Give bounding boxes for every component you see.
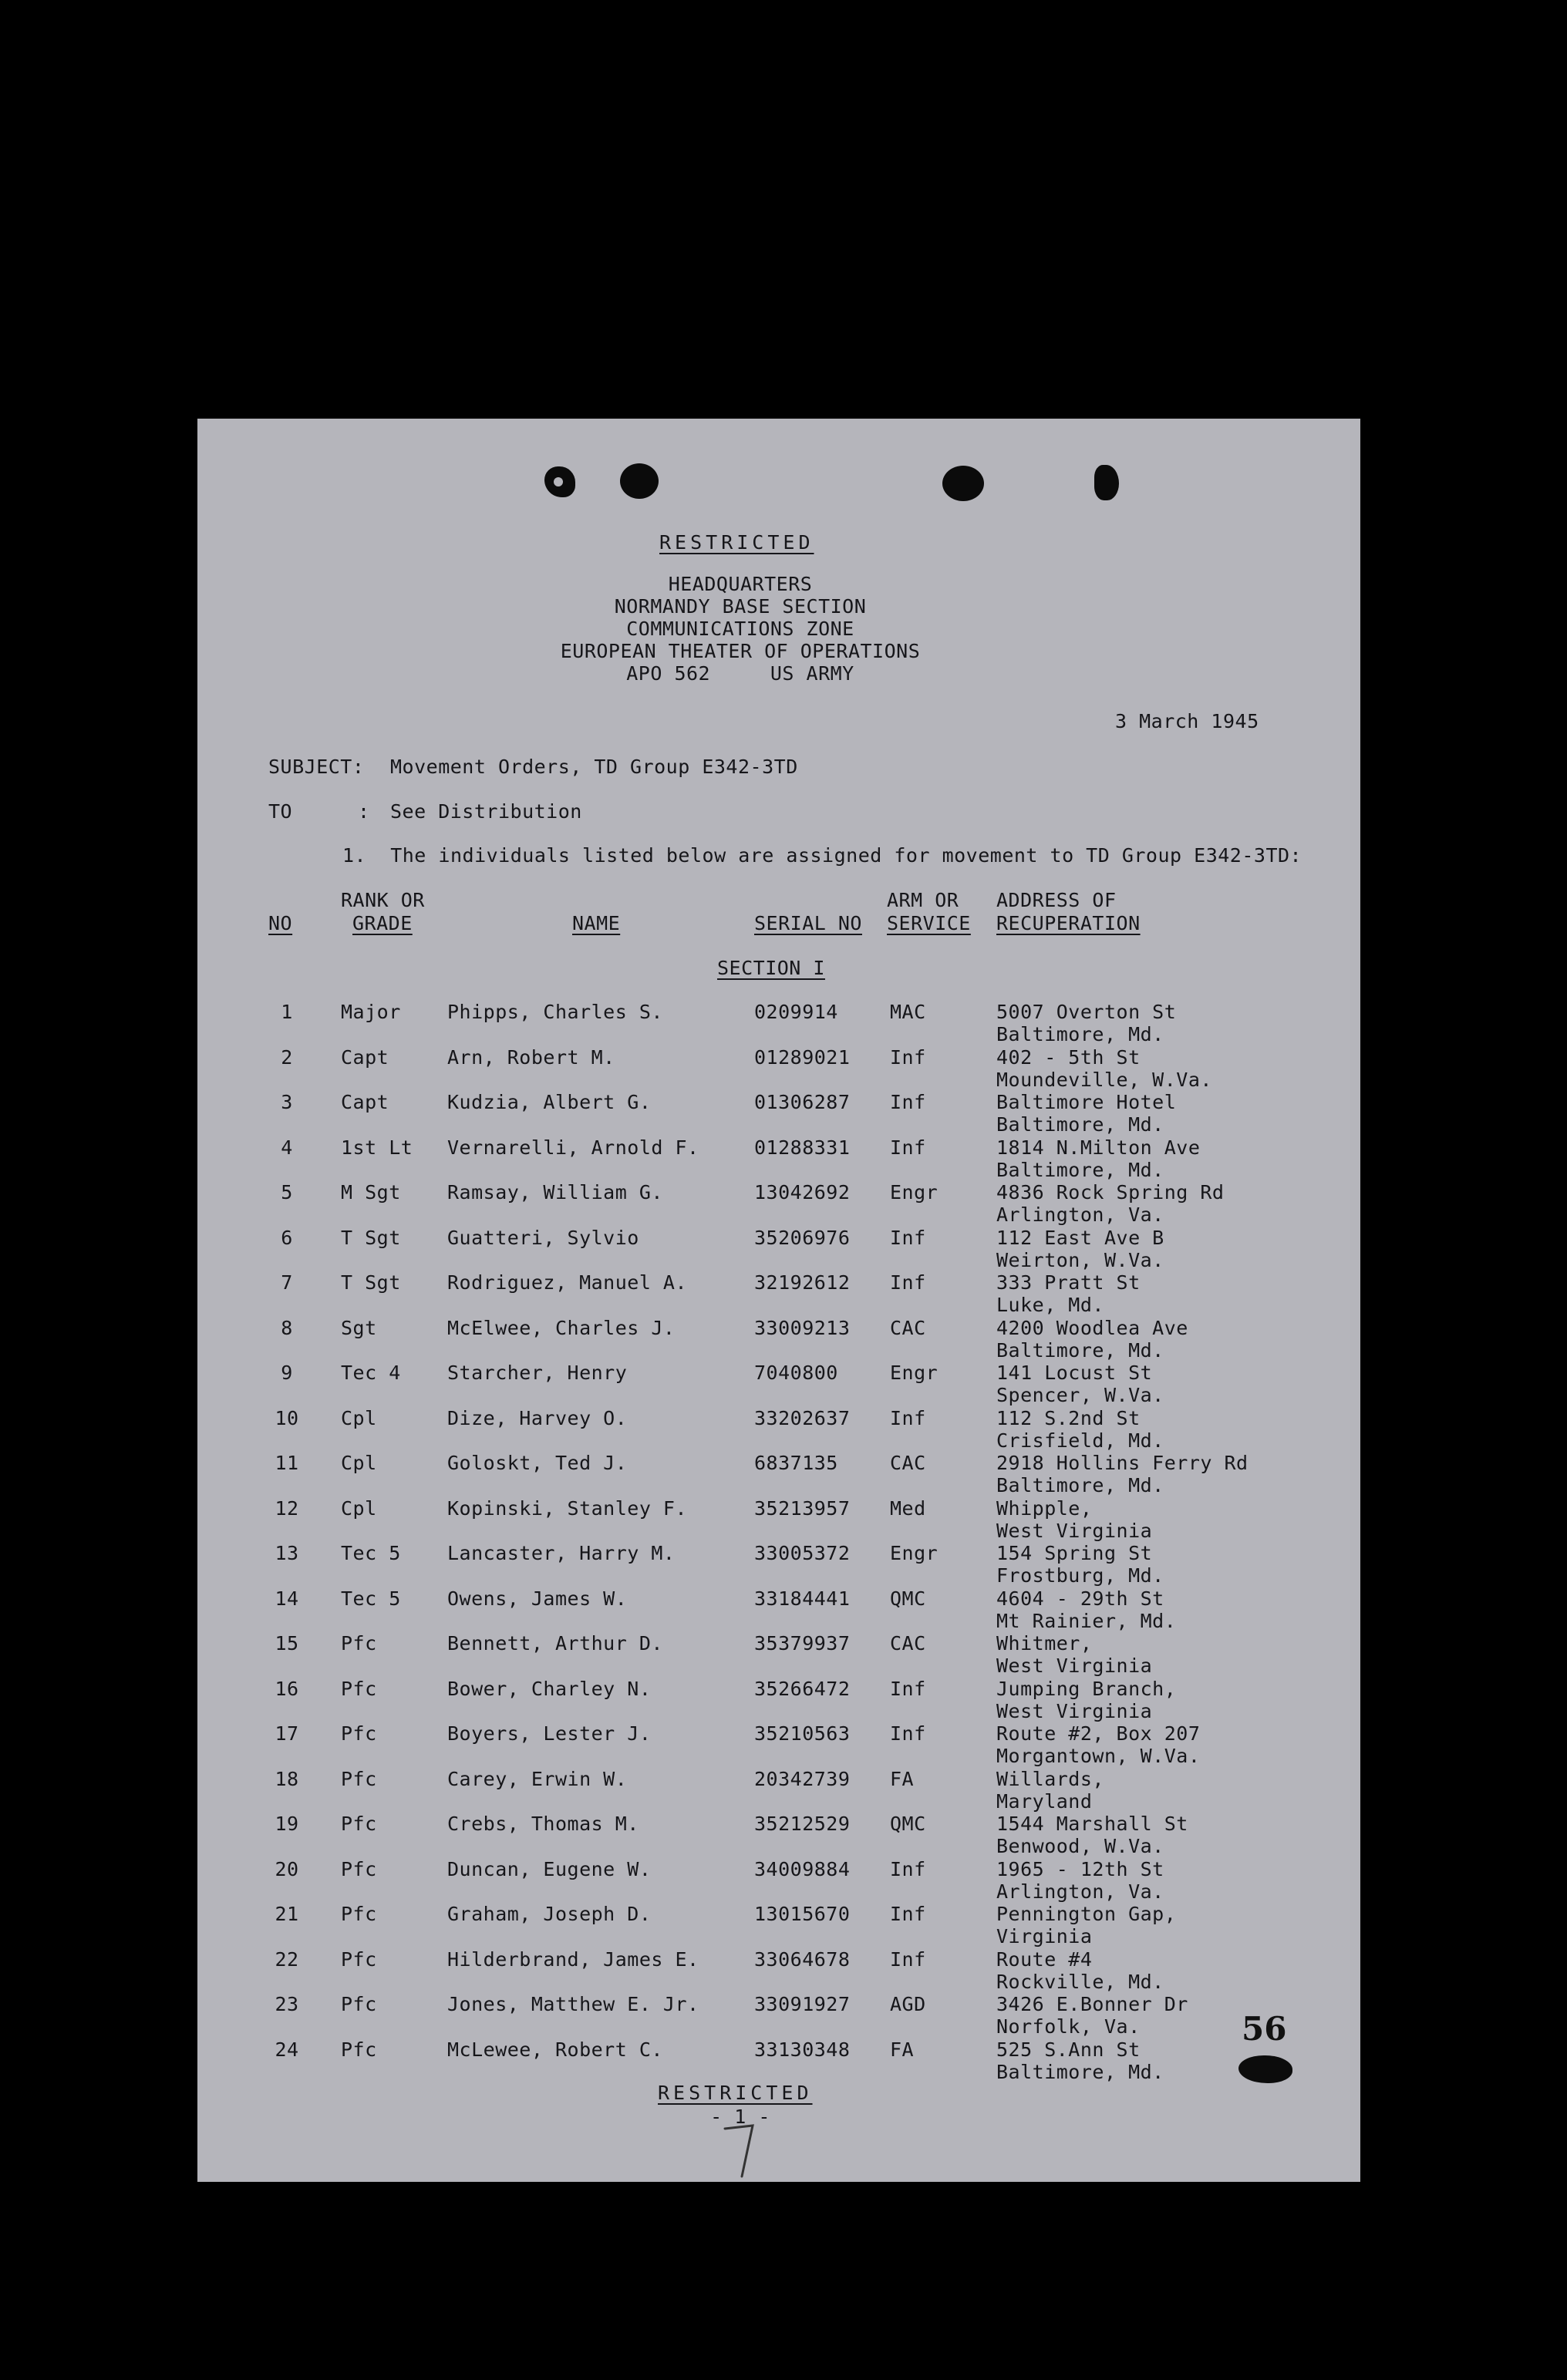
- row-address-line-1: 141 Locust St: [996, 1362, 1153, 1384]
- row-name: Jones, Matthew E. Jr.: [447, 1993, 699, 2015]
- row-name: Vernarelli, Arnold F.: [447, 1136, 699, 1159]
- col-header-no: NO: [268, 912, 293, 934]
- row-serial: 35210563: [754, 1722, 851, 1745]
- row-rank: M Sgt: [341, 1181, 401, 1203]
- row-address-line-2: Arlington, Va.: [996, 1880, 1164, 1903]
- to-label: TO: [268, 800, 293, 823]
- row-serial: 35212529: [754, 1813, 851, 1835]
- row-address-line-1: Jumping Branch,: [996, 1677, 1177, 1700]
- row-number: 3: [281, 1091, 293, 1113]
- row-name: Goloskt, Ted J.: [447, 1452, 628, 1474]
- row-arm-service: CAC: [890, 1632, 926, 1655]
- row-number: 21: [275, 1903, 299, 1925]
- row-number: 5: [281, 1181, 293, 1203]
- row-number: 22: [275, 1947, 299, 1971]
- row-name: Crebs, Thomas M.: [447, 1813, 639, 1835]
- row-address-line-2: Benwood, W.Va.: [996, 1835, 1164, 1857]
- org-line-5: APO 562 US ARMY: [626, 662, 854, 685]
- row-arm-service: Inf: [890, 1722, 926, 1745]
- row-arm-service: Inf: [890, 1857, 926, 1880]
- row-address-line-1: Pennington Gap,: [996, 1903, 1177, 1925]
- col-header-arm-2: SERVICE: [887, 912, 971, 934]
- row-address-line-2: Baltimore, Md.: [996, 1113, 1164, 1136]
- paragraph-1: 1. The individuals listed below are assigned for movement to TD Group E342-3TD:: [342, 844, 1302, 867]
- punch-hole: [942, 466, 984, 501]
- row-address-line-2: Spencer, W.Va.: [996, 1384, 1164, 1406]
- row-serial: 13015670: [754, 1903, 851, 1925]
- row-name: Rodriguez, Manuel A.: [447, 1271, 688, 1294]
- row-address-line-2: West Virginia: [996, 1519, 1153, 1542]
- row-arm-service: AGD: [890, 1993, 926, 2015]
- row-number: 13: [275, 1542, 299, 1564]
- row-address-line-1: Route #4: [996, 1947, 1093, 1971]
- row-serial: 35266472: [754, 1677, 851, 1700]
- row-name: Bennett, Arthur D.: [447, 1632, 663, 1655]
- row-arm-service: FA: [890, 1767, 915, 1790]
- row-rank: Pfc: [341, 1857, 377, 1880]
- row-arm-service: Inf: [890, 1677, 926, 1700]
- row-address-line-2: Arlington, Va.: [996, 1203, 1164, 1226]
- row-address-line-1: 5007 Overton St: [996, 1001, 1177, 1023]
- row-name: Ramsay, William G.: [447, 1181, 663, 1203]
- row-name: Kopinski, Stanley F.: [447, 1496, 688, 1520]
- row-arm-service: Inf: [890, 1136, 926, 1159]
- row-serial: 33064678: [754, 1947, 851, 1971]
- row-address-line-1: Baltimore Hotel: [996, 1091, 1177, 1113]
- row-rank: Cpl: [341, 1496, 377, 1520]
- org-line-3: COMMUNICATIONS ZONE: [626, 618, 854, 640]
- row-serial: 01306287: [754, 1091, 851, 1113]
- row-name: Hilderbrand, James E.: [447, 1947, 699, 1971]
- subject-label: SUBJECT:: [268, 756, 365, 778]
- col-header-arm-1: ARM OR: [887, 889, 959, 911]
- row-arm-service: Engr: [890, 1362, 939, 1384]
- row-address-line-1: 4836 Rock Spring Rd: [996, 1181, 1225, 1203]
- row-rank: Pfc: [341, 1947, 377, 1971]
- document-date: 3 March 1945: [1115, 710, 1259, 732]
- row-serial: 7040800: [754, 1362, 838, 1384]
- row-address-line-1: 333 Pratt St: [996, 1271, 1141, 1294]
- row-serial: 32192612: [754, 1271, 851, 1294]
- row-address-line-1: 112 East Ave B: [996, 1226, 1164, 1249]
- row-address-line-2: Frostburg, Md.: [996, 1564, 1164, 1587]
- row-address-line-1: 2918 Hollins Ferry Rd: [996, 1452, 1249, 1474]
- row-name: Kudzia, Albert G.: [447, 1091, 652, 1113]
- row-number: 6: [281, 1226, 293, 1249]
- row-number: 7: [281, 1271, 293, 1294]
- row-serial: 35213957: [754, 1496, 851, 1520]
- col-header-address-1: ADDRESS OF: [996, 889, 1117, 911]
- row-arm-service: Inf: [890, 1406, 926, 1429]
- row-address-line-2: Luke, Md.: [996, 1294, 1104, 1316]
- row-number: 24: [275, 2038, 299, 2061]
- row-address-line-2: Weirton, W.Va.: [996, 1248, 1164, 1271]
- row-address-line-2: Mt Rainier, Md.: [996, 1609, 1177, 1632]
- col-header-rank-1: RANK OR: [341, 889, 425, 911]
- col-header-rank-2: GRADE: [352, 912, 413, 934]
- row-number: 19: [275, 1813, 299, 1835]
- row-serial: 01288331: [754, 1136, 851, 1159]
- classification-top: RESTRICTED: [659, 531, 814, 554]
- row-address-line-1: 4200 Woodlea Ave: [996, 1316, 1188, 1339]
- row-address-line-2: Baltimore, Md.: [996, 1023, 1164, 1045]
- page-number: - 1 -: [710, 2106, 770, 2128]
- row-name: McElwee, Charles J.: [447, 1316, 676, 1339]
- to-text: See Distribution: [390, 800, 582, 823]
- row-rank: Tec 5: [341, 1542, 401, 1564]
- row-number: 11: [275, 1452, 299, 1474]
- row-address-line-1: 402 - 5th St: [996, 1045, 1141, 1069]
- to-colon: :: [358, 800, 370, 823]
- row-number: 1: [281, 1001, 293, 1023]
- row-rank: Pfc: [341, 1632, 377, 1655]
- row-address-line-1: 525 S.Ann St: [996, 2038, 1141, 2061]
- punch-hole: [1094, 465, 1119, 500]
- row-rank: Pfc: [341, 1993, 377, 2015]
- row-address-line-1: 1965 - 12th St: [996, 1857, 1164, 1880]
- row-number: 10: [275, 1406, 299, 1429]
- row-arm-service: Inf: [890, 1091, 926, 1113]
- row-arm-service: Med: [890, 1496, 926, 1520]
- row-rank: 1st Lt: [341, 1136, 413, 1159]
- row-arm-service: Inf: [890, 1903, 926, 1925]
- row-rank: Cpl: [341, 1406, 377, 1429]
- row-serial: 33005372: [754, 1542, 851, 1564]
- row-address-line-2: West Virginia: [996, 1655, 1153, 1677]
- row-serial: 33009213: [754, 1316, 851, 1339]
- row-rank: Pfc: [341, 1767, 377, 1790]
- row-rank: Tec 4: [341, 1362, 401, 1384]
- row-arm-service: Engr: [890, 1181, 939, 1203]
- row-name: Carey, Erwin W.: [447, 1767, 628, 1790]
- section-heading: SECTION I: [717, 957, 825, 979]
- row-address-line-2: Morgantown, W.Va.: [996, 1745, 1201, 1767]
- row-name: Arn, Robert M.: [447, 1045, 615, 1069]
- col-header-serial: SERIAL NO: [754, 912, 862, 934]
- row-address-line-2: Baltimore, Md.: [996, 2060, 1164, 2083]
- row-rank: Cpl: [341, 1452, 377, 1474]
- row-arm-service: QMC: [890, 1813, 926, 1835]
- row-address-line-2: Crisfield, Md.: [996, 1429, 1164, 1452]
- row-name: McLewee, Robert C.: [447, 2038, 663, 2061]
- ink-blot: [1238, 2055, 1292, 2083]
- row-serial: 01289021: [754, 1045, 851, 1069]
- row-number: 2: [281, 1045, 293, 1069]
- row-rank: Pfc: [341, 2038, 377, 2061]
- row-rank: Pfc: [341, 1722, 377, 1745]
- row-rank: Capt: [341, 1091, 389, 1113]
- row-name: Duncan, Eugene W.: [447, 1857, 652, 1880]
- punch-hole: [620, 463, 659, 499]
- row-number: 9: [281, 1362, 293, 1384]
- row-address-line-2: Rockville, Md.: [996, 1970, 1164, 1993]
- row-rank: T Sgt: [341, 1271, 401, 1294]
- row-rank: Pfc: [341, 1677, 377, 1700]
- row-name: Phipps, Charles S.: [447, 1001, 663, 1023]
- row-arm-service: Inf: [890, 1947, 926, 1971]
- row-rank: Capt: [341, 1045, 389, 1069]
- row-serial: 34009884: [754, 1857, 851, 1880]
- row-serial: 0209914: [754, 1001, 838, 1023]
- row-address-line-2: Baltimore, Md.: [996, 1158, 1164, 1181]
- row-number: 14: [275, 1587, 299, 1610]
- row-number: 23: [275, 1993, 299, 2015]
- punch-hole: [554, 477, 563, 486]
- row-serial: 33202637: [754, 1406, 851, 1429]
- org-line-2: NORMANDY BASE SECTION: [614, 595, 867, 618]
- subject-text: Movement Orders, TD Group E342-3TD: [390, 756, 798, 778]
- row-serial: 33091927: [754, 1993, 851, 2015]
- row-address-line-2: Baltimore, Md.: [996, 1474, 1164, 1496]
- row-number: 4: [281, 1136, 293, 1159]
- row-address-line-1: 4604 - 29th St: [996, 1587, 1164, 1610]
- row-arm-service: Inf: [890, 1045, 926, 1069]
- org-line-1: HEADQUARTERS: [668, 573, 813, 595]
- row-serial: 35379937: [754, 1632, 851, 1655]
- handwritten-mark: [719, 2121, 765, 2183]
- row-rank: Pfc: [341, 1903, 377, 1925]
- col-header-name: NAME: [572, 912, 621, 934]
- row-number: 15: [275, 1632, 299, 1655]
- row-address-line-1: Route #2, Box 207: [996, 1722, 1201, 1745]
- row-number: 17: [275, 1722, 299, 1745]
- row-arm-service: QMC: [890, 1587, 926, 1610]
- row-address-line-1: Whitmer,: [996, 1632, 1093, 1655]
- row-address-line-2: Norfolk, Va.: [996, 2015, 1141, 2038]
- row-arm-service: CAC: [890, 1316, 926, 1339]
- row-name: Graham, Joseph D.: [447, 1903, 652, 1925]
- row-number: 20: [275, 1857, 299, 1880]
- row-address-line-2: Baltimore, Md.: [996, 1338, 1164, 1362]
- row-address-line-2: Maryland: [996, 1789, 1093, 1813]
- row-address-line-1: Whipple,: [996, 1496, 1093, 1520]
- row-arm-service: Engr: [890, 1542, 939, 1564]
- row-address-line-2: West Virginia: [996, 1699, 1153, 1722]
- org-line-4: EUROPEAN THEATER OF OPERATIONS: [560, 640, 921, 662]
- stamped-page-number: 56: [1242, 2010, 1287, 2048]
- row-address-line-2: Virginia: [996, 1925, 1093, 1947]
- row-rank: Tec 5: [341, 1587, 401, 1610]
- row-address-line-1: 1814 N.Milton Ave: [996, 1136, 1201, 1159]
- row-name: Owens, James W.: [447, 1587, 628, 1610]
- row-address-line-1: 112 S.2nd St: [996, 1406, 1141, 1429]
- row-arm-service: Inf: [890, 1226, 926, 1249]
- row-name: Dize, Harvey O.: [447, 1406, 628, 1429]
- row-name: Bower, Charley N.: [447, 1677, 652, 1700]
- document-page: [197, 419, 1360, 2182]
- row-number: 16: [275, 1677, 299, 1700]
- row-address-line-1: 1544 Marshall St: [996, 1813, 1188, 1835]
- row-arm-service: Inf: [890, 1271, 926, 1294]
- row-address-line-1: 154 Spring St: [996, 1542, 1153, 1564]
- row-serial: 13042692: [754, 1181, 851, 1203]
- row-serial: 20342739: [754, 1767, 851, 1790]
- row-rank: Sgt: [341, 1316, 377, 1339]
- row-rank: T Sgt: [341, 1226, 401, 1249]
- row-address-line-2: Moundeville, W.Va.: [996, 1068, 1212, 1091]
- classification-bottom: RESTRICTED: [658, 2082, 813, 2104]
- row-number: 12: [275, 1496, 299, 1520]
- row-serial: 35206976: [754, 1226, 851, 1249]
- row-arm-service: CAC: [890, 1452, 926, 1474]
- row-name: Lancaster, Harry M.: [447, 1542, 676, 1564]
- row-arm-service: FA: [890, 2038, 915, 2061]
- col-header-address-2: RECUPERATION: [996, 912, 1141, 934]
- row-rank: Pfc: [341, 1813, 377, 1835]
- row-address-line-1: 3426 E.Bonner Dr: [996, 1993, 1188, 2015]
- row-name: Boyers, Lester J.: [447, 1722, 652, 1745]
- row-serial: 33184441: [754, 1587, 851, 1610]
- row-number: 18: [275, 1767, 299, 1790]
- row-serial: 6837135: [754, 1452, 838, 1474]
- row-arm-service: MAC: [890, 1001, 926, 1023]
- row-address-line-1: Willards,: [996, 1767, 1104, 1790]
- row-serial: 33130348: [754, 2038, 851, 2061]
- row-rank: Major: [341, 1001, 401, 1023]
- row-number: 8: [281, 1316, 293, 1339]
- row-name: Starcher, Henry: [447, 1362, 628, 1384]
- row-name: Guatteri, Sylvio: [447, 1226, 639, 1249]
